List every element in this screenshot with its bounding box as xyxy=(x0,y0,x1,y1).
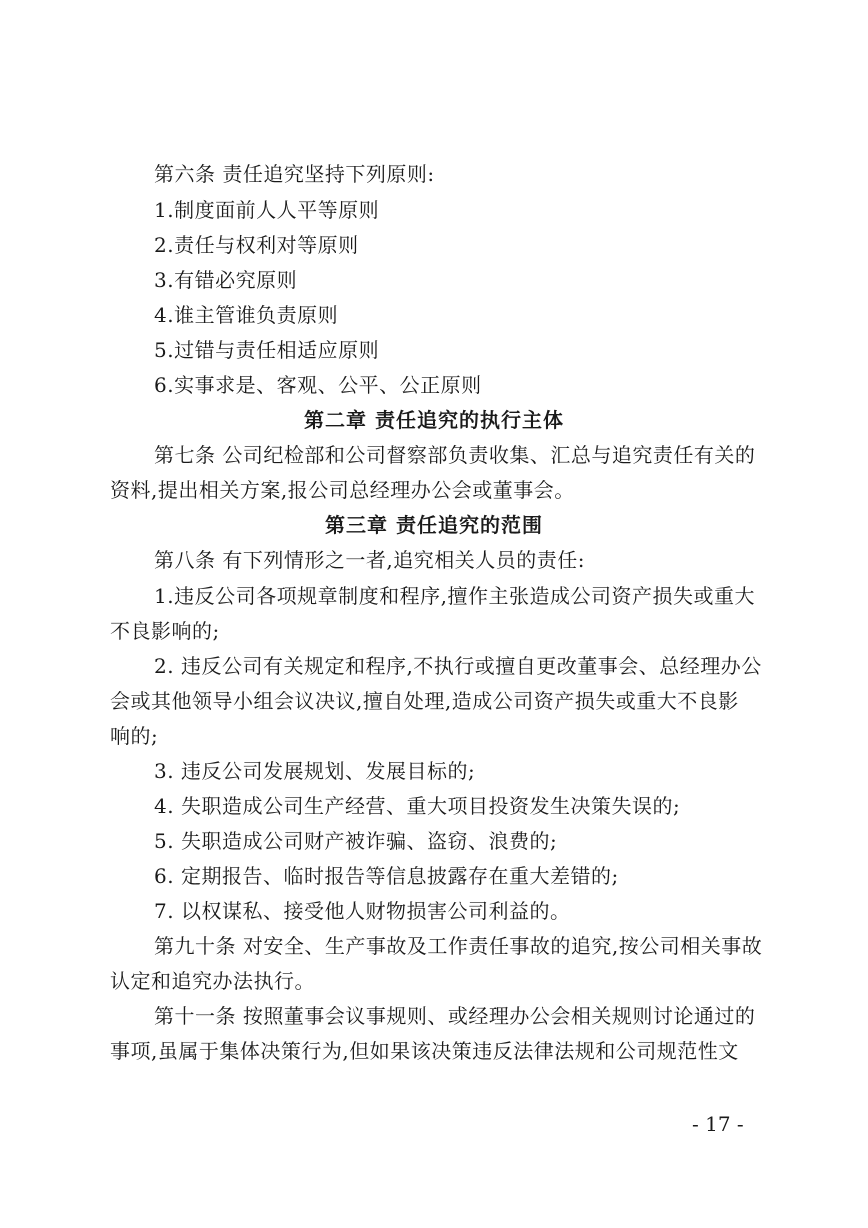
article-7-line-1: 第七条 公司纪检部和公司督察部负责收集、汇总与追究责任有关的 xyxy=(154,443,756,467)
article-8-item-7: 7. 以权谋私、接受他人财物损害公司利益的。 xyxy=(154,899,571,923)
article-8-item-2-line-1: 2. 违反公司有关规定和程序,不执行或擅自更改董事会、总经理办公 xyxy=(154,654,762,678)
article-8-item-1-line-2: 不良影响的; xyxy=(110,619,220,643)
article-8-item-6: 6. 定期报告、临时报告等信息披露存在重大差错的; xyxy=(154,864,619,888)
article-6-item-1: 1.制度面前人人平等原则 xyxy=(154,198,380,222)
article-8-item-2-line-3: 响的; xyxy=(110,724,159,748)
page-number: - 17 - xyxy=(692,1112,744,1136)
article-6-item-4: 4.谁主管谁负责原则 xyxy=(154,303,339,327)
article-11-line-2: 事项,虽属于集体决策行为,但如果该决策违反法律法规和公司规范性文 xyxy=(110,1039,739,1063)
article-90-line-1: 第九十条 对安全、生产事故及工作责任事故的追究,按公司相关事故 xyxy=(154,934,763,958)
chapter-2-heading: 第二章 责任追究的执行主体 xyxy=(304,408,564,432)
article-90-line-2: 认定和追究办法执行。 xyxy=(110,969,315,993)
article-6-item-5: 5.过错与责任相适应原则 xyxy=(154,338,380,362)
article-8-intro: 第八条 有下列情形之一者,追究相关人员的责任: xyxy=(154,548,585,572)
article-6-title: 第六条 责任追究坚持下列原则: xyxy=(154,162,435,186)
article-6-item-6: 6.实事求是、客观、公平、公正原则 xyxy=(154,373,482,397)
article-8-item-3: 3. 违反公司发展规划、发展目标的; xyxy=(154,759,476,783)
chapter-3-heading: 第三章 责任追究的范围 xyxy=(325,513,543,537)
article-8-item-1-line-1: 1.违反公司各项规章制度和程序,擅作主张造成公司资产损失或重大 xyxy=(154,584,755,608)
article-6-item-3: 3.有错必究原则 xyxy=(154,268,298,292)
article-8-item-2-line-2: 会或其他领导小组会议决议,擅自处理,造成公司资产损失或重大不良影 xyxy=(110,689,739,713)
article-11-line-1: 第十一条 按照董事会议事规则、或经理办公会相关规则讨论通过的 xyxy=(154,1004,756,1028)
article-8-item-4: 4. 失职造成公司生产经营、重大项目投资发生决策失误的; xyxy=(154,794,681,818)
article-6-item-2: 2.责任与权利对等原则 xyxy=(154,233,359,257)
article-7-line-2: 资料,提出相关方案,报公司总经理办公会或董事会。 xyxy=(110,478,575,502)
article-8-item-5: 5. 失职造成公司财产被诈骗、盗窃、浪费的; xyxy=(154,829,558,853)
